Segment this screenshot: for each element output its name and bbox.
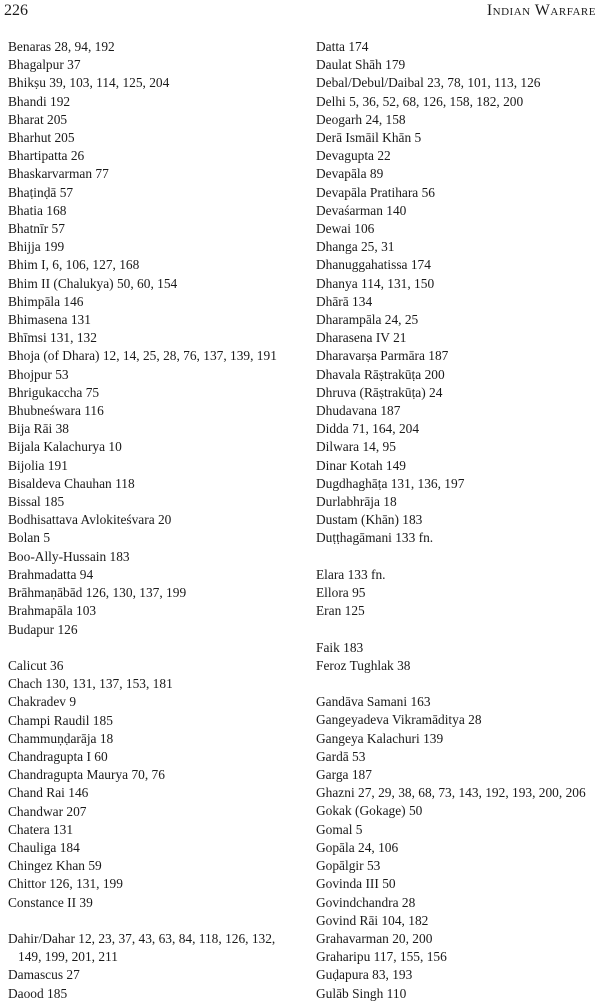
- index-entry: Champi Raudil 185: [8, 712, 113, 728]
- index-entry: Bijala Kalachurya 10: [8, 439, 122, 455]
- index-entry: Duṭṭhagāmani 133 fn.: [316, 530, 434, 546]
- index-entry: Gopāla 24, 106: [316, 839, 399, 855]
- section-gap: [8, 912, 294, 930]
- index-entry: Didda 71, 164, 204: [316, 421, 420, 437]
- index-entry: Bhimpāla 146: [8, 293, 84, 309]
- index-entry: Derā Ismāil Khān 5: [316, 130, 422, 146]
- index-entry: Gangeya Kalachuri 139: [316, 730, 444, 746]
- index-entry: Dhanga 25, 31: [316, 239, 395, 255]
- index-entry: Gulāb Singh 110: [316, 985, 407, 1001]
- index-entry: Brāhmaṇābād 126, 130, 137, 199: [8, 585, 187, 601]
- index-entry: Dilwara 14, 95: [316, 439, 396, 455]
- index-entry: Graharipu 117, 155, 156: [316, 949, 447, 965]
- index-entry: Bodhisattava Avlokiteśvara 20: [8, 512, 172, 528]
- index-entry: Bhikṣu 39, 103, 114, 125, 204: [8, 75, 170, 91]
- index-entry: Bolan 5: [8, 530, 51, 546]
- index-entry: Chandragupta Maurya 70, 76: [8, 767, 165, 783]
- index-entry: Bharat 205: [8, 111, 68, 127]
- index-column-left: [8, 38, 294, 1003]
- page-header: [4, 2, 596, 26]
- index-entry: Chach 130, 131, 137, 153, 181: [8, 676, 173, 692]
- index-entry: Gangeyadeva Vikramāditya 28: [316, 712, 482, 728]
- index-entry: Dhanya 114, 131, 150: [316, 275, 435, 291]
- index-entry: Bhimasena 131: [8, 312, 91, 328]
- index-entry: Bhojpur 53: [8, 366, 69, 382]
- index-entry: Dhanuggahatissa 174: [316, 257, 431, 273]
- index-entry: Budapur 126: [8, 621, 78, 637]
- index-entry: Dhārā 134: [316, 293, 373, 309]
- index-entry: Ellora 95: [316, 585, 366, 601]
- index-entry: Govindchandra 28: [316, 894, 416, 910]
- index-entry: Bissal 185: [8, 494, 65, 510]
- index-entry: Dharavarṣa Parmāra 187: [316, 348, 449, 364]
- index-entry: Chandwar 207: [8, 803, 87, 819]
- index-entry: Bhatnīr 57: [8, 221, 65, 237]
- index-entry: Dinar Kotah 149: [316, 457, 406, 473]
- index-entry: Devagupta 22: [316, 148, 391, 164]
- index-entry: Bhaskarvarman 77: [8, 166, 109, 182]
- section-gap: [316, 620, 598, 638]
- index-entry: Dhavala Rāṣtrakūṭa 200: [316, 366, 445, 382]
- index-entry: Constance II 39: [8, 894, 93, 910]
- index-entry: Ghazni 27, 29, 38, 68, 73, 143, 192, 193, 200, 206: [316, 785, 586, 801]
- index-entry: Chakradev 9: [8, 694, 77, 710]
- index-entry: Calicut 36: [8, 657, 64, 673]
- index-entry: Bhim I, 6, 106, 127, 168: [8, 257, 140, 273]
- index-entry: Grahavarman 20, 200: [316, 930, 433, 946]
- index-entry: Dugdhaghāṭa 131, 136, 197: [316, 475, 465, 491]
- index-entry: Bhagalpur 37: [8, 57, 81, 73]
- index-entry: Gokak (Gokage) 50: [316, 803, 423, 819]
- index-entry: Delhi 5, 36, 52, 68, 126, 158, 182, 200: [316, 93, 524, 109]
- index-entry: Bhrigukaccha 75: [8, 384, 100, 400]
- index-entry: Bhatia 168: [8, 202, 67, 218]
- index-entry: Dhruva (Rāṣtrakūṭa) 24: [316, 384, 443, 400]
- index-entry: Bhoja (of Dhara) 12, 14, 25, 28, 76, 137, 139, 191: [8, 348, 277, 364]
- index-entry: Dewai 106: [316, 221, 375, 237]
- index-entry: Boo-Ally-Hussain 183: [8, 548, 130, 564]
- index-column-right: [316, 38, 598, 1003]
- index-entry: Govind Rāi 104, 182: [316, 912, 429, 928]
- index-entry: Bhijja 199: [8, 239, 65, 255]
- index-entry: Gardā 53: [316, 748, 366, 764]
- index-entry: Guḍapura 83, 193: [316, 967, 413, 983]
- index-entry: Dharampāla 24, 25: [316, 312, 419, 328]
- index-entry: Bisaldeva Chauhan 118: [8, 475, 135, 491]
- index-entry: Bhandi 192: [8, 93, 71, 109]
- index-entry: Deogarh 24, 158: [316, 111, 406, 127]
- index-entry: Daulat Shāh 179: [316, 57, 406, 73]
- index-entry: Gopālgir 53: [316, 858, 381, 874]
- index-entry: Eran 125: [316, 603, 365, 619]
- index-entry: Chand Rai 146: [8, 785, 89, 801]
- index-entry: Devapāla 89: [316, 166, 384, 182]
- section-gap: [8, 639, 294, 657]
- index-entry: Chammuṇḍarāja 18: [8, 730, 114, 746]
- section-gap: [316, 675, 598, 693]
- index-entry: Bhim II (Chalukya) 50, 60, 154: [8, 275, 178, 291]
- page-number: 226: [4, 2, 28, 19]
- index-entry: Garga 187: [316, 767, 372, 783]
- index-entry: Datta 174: [316, 39, 369, 54]
- index-entry: Chingez Khan 59: [8, 858, 102, 874]
- index-entry: Elara 133 fn.: [316, 566, 386, 582]
- index-entry: Bhartipatta 26: [8, 148, 85, 164]
- index-entry: Durlabhrāja 18: [316, 494, 397, 510]
- index-entry: Debal/Debul/Daibal 23, 78, 101, 113, 126: [316, 75, 541, 91]
- index-entry: Damascus 27: [8, 967, 80, 983]
- index-entry: Dharasena IV 21: [316, 330, 407, 346]
- index-entry: Bhaṭinḍā 57: [8, 184, 74, 200]
- index-entry: Dhudavana 187: [316, 403, 401, 419]
- running-title: Indian Warfare: [486, 2, 596, 19]
- index-entry: Bhīmsi 131, 132: [8, 330, 97, 346]
- index-entry: Benaras 28, 94, 192: [8, 39, 115, 54]
- index-entry: Chauliga 184: [8, 839, 80, 855]
- index-entry: Chittor 126, 131, 199: [8, 876, 123, 892]
- index-entry: Govinda III 50: [316, 876, 396, 892]
- index-entry: Dustam (Khān) 183: [316, 512, 423, 528]
- index-entry: Bhubneśwara 116: [8, 403, 104, 419]
- index-entry: Bharhut 205: [8, 130, 75, 146]
- index-entry: Brahmapāla 103: [8, 603, 97, 619]
- index-entry: Feroz Tughlak 38: [316, 657, 411, 673]
- index-entry: Dahir/Dahar 12, 23, 37, 43, 63, 84, 118, 126, 132, 149, 199, 201, 211: [8, 930, 276, 965]
- index-entry: Gandāva Samani 163: [316, 694, 431, 710]
- index-entry: Devaśarman 140: [316, 202, 407, 218]
- index-entry: Faik 183: [316, 639, 364, 655]
- index-entry: Devapāla Pratihara 56: [316, 184, 435, 200]
- section-gap: [316, 548, 598, 566]
- index-entry: Bija Rāi 38: [8, 421, 69, 437]
- index-entry: Chandragupta I 60: [8, 748, 108, 764]
- index-entry: Daood 185: [8, 985, 68, 1001]
- index-entry: Brahmadatta 94: [8, 566, 94, 582]
- index-entry: Gomal 5: [316, 821, 363, 837]
- index-entry: Bijolia 191: [8, 457, 68, 473]
- index-entry: Chatera 131: [8, 821, 74, 837]
